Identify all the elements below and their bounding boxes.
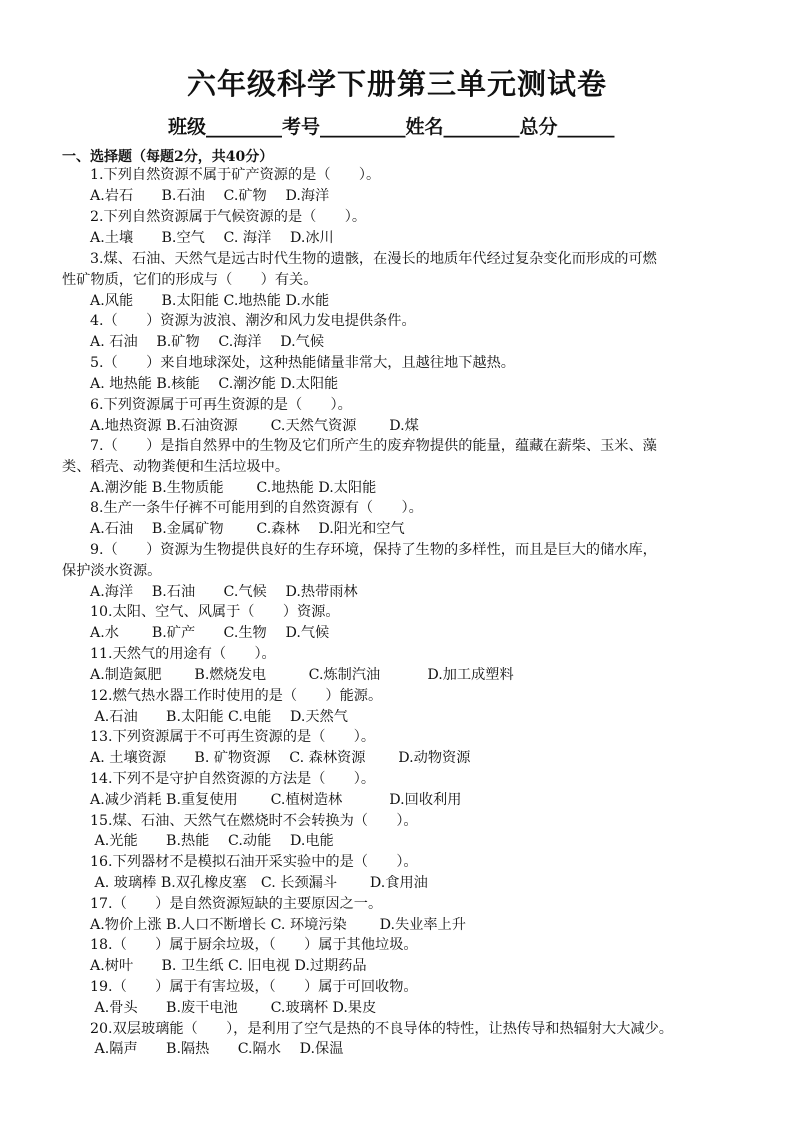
options-11: A.制造氮肥 B.燃烧发电 C.炼制汽油 D.加工成塑料	[90, 667, 514, 683]
options-1: A.岩石 B.石油 C.矿物 D.海洋	[90, 188, 330, 204]
question-18: 18.（ ）属于厨余垃圾，（ ）属于其他垃圾。	[90, 937, 418, 953]
question-6: 6.下列资源属于可再生资源的是（ ）。	[90, 397, 352, 413]
options-16: A. 玻璃棒 B.双孔橡皮塞 C. 长颈漏斗 D.食用油	[90, 875, 428, 891]
options-13: A. 土壤资源 B. 矿物资源 C. 森林资源 D.动物资源	[90, 750, 471, 766]
options-6: A.地热资源 B.石油资源 C.天然气资源 D.煤	[90, 418, 419, 434]
question-1: 1.下列自然资源不属于矿产资源的是（ ）。	[90, 167, 381, 183]
question-2: 2.下列自然资源属于气候资源的是（ ）。	[90, 209, 367, 225]
options-5: A. 地热能 B.核能 C.潮汐能 D.太阳能	[90, 376, 339, 392]
section-heading: 一、选择题（每题2分，共40分）	[62, 149, 274, 165]
question-20: 20.双层玻璃能（ ），是利用了空气是热的不良导体的特性，让热传导和热辐射大大减少。	[90, 1021, 673, 1037]
question-3: 3.煤、石油、天然气是远古时代生物的遗骸，在漫长的地质年代经过复杂变化而形成的可燃	[90, 251, 657, 267]
question-7: 7.（ ）是指自然界中的生物及它们所产生的废弃物提供的能量，蕴藏在薪柴、玉米、藻	[90, 438, 657, 454]
options-2: A.土壤 B.空气 C. 海洋 D.冰川	[90, 230, 334, 246]
page-title: 六年级科学下册第三单元测试卷	[186, 67, 607, 101]
options-15: A.光能 B.热能 C.动能 D.电能	[90, 833, 334, 849]
question-9-cont: 保护淡水资源。	[62, 563, 162, 579]
options-17: A.物价上涨 B.人口不断增长 C. 环境污染 D.失业率上升	[90, 917, 466, 933]
question-5: 5.（ ）来自地球深处，这种热能储量非常大，且越往地下越热。	[90, 355, 515, 371]
options-14: A.减少消耗 B.重复使用 C.植树造林 D.回收利用	[90, 792, 462, 808]
options-7: A.潮汐能 B.生物质能 C.地热能 D.太阳能	[90, 480, 377, 496]
question-17: 17.（ ）是自然资源短缺的主要原因之一。	[90, 896, 383, 912]
student-info-line: 班级________考号_________姓名________总分______	[168, 116, 615, 138]
question-4: 4.（ ）资源为波浪、潮汐和风力发电提供条件。	[90, 313, 416, 329]
options-12: A.石油 B.太阳能 C.电能 D.天然气	[90, 709, 348, 725]
question-10: 10.太阳、空气、风属于（ ）资源。	[90, 604, 340, 620]
question-12: 12.燃气热水器工作时使用的是（ ）能源。	[90, 688, 383, 704]
options-3: A.风能 B.太阳能 C.地热能 D.水能	[90, 293, 330, 309]
options-18: A.树叶 B. 卫生纸 C. 旧电视 D.过期药品	[90, 958, 367, 974]
options-9: A.海洋 B.石油 C.气候 D.热带雨林	[90, 584, 358, 600]
options-8: A.石油 B.金属矿物 C.森林 D.阳光和空气	[90, 521, 405, 537]
question-7-cont: 类、稻壳、动物粪便和生活垃圾中。	[62, 459, 290, 475]
question-13: 13.下列资源属于不可再生资源的是（ ）。	[90, 729, 376, 745]
question-15: 15.煤、石油、天然气在燃烧时不会转换为（ ）。	[90, 813, 418, 829]
options-10: A.水 B.矿产 C.生物 D.气候	[90, 625, 330, 641]
question-14: 14.下列不是守护自然资源的方法是（ ）。	[90, 771, 376, 787]
options-20: A.隔声 B.隔热 C.隔水 D.保温	[90, 1041, 344, 1057]
options-19: A.骨头 B.废干电池 C.玻璃杯 D.果皮	[90, 1000, 377, 1016]
question-19: 19.（ ）属于有害垃圾，（ ）属于可回收物。	[90, 979, 418, 995]
question-9: 9.（ ）资源为生物提供良好的生存环境，保持了生物的多样性，而且是巨大的储水库，	[90, 542, 657, 558]
question-8: 8.生产一条牛仔裤不可能用到的自然资源有（ ）。	[90, 500, 423, 516]
question-11: 11.天然气的用途有（ ）。	[90, 646, 276, 662]
question-16: 16.下列器材不是模拟石油开采实验中的是（ ）。	[90, 854, 418, 870]
question-3-cont: 性矿物质，它们的形成与（ ）有关。	[62, 272, 318, 288]
options-4: A. 石油 B.矿物 C.海洋 D.气候	[90, 334, 325, 350]
